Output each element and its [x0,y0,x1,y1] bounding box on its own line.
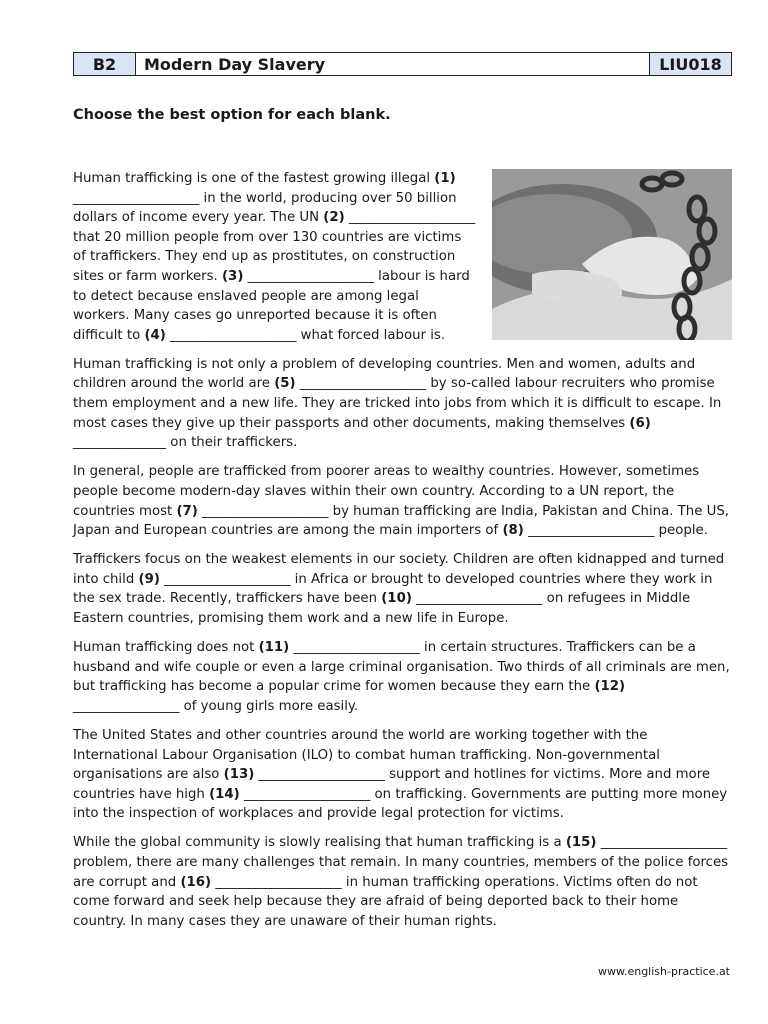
blank-number: (5) [274,376,296,392]
worksheet-title: Modern Day Slavery [144,54,326,74]
worksheet-code: LIU018 [649,53,731,75]
blank-number: (15) [565,835,597,851]
blank-number: (12) [594,679,626,695]
blank-number: (11) [258,640,290,656]
blank-number: (4) [144,327,166,343]
passage-text: ________________ of young girls more easily. [73,698,359,714]
paragraph [73,726,732,824]
paragraph [73,462,732,540]
worksheet-header [73,52,732,76]
passage-text: ___________________ what forced labour is. [165,327,446,343]
passage-text: While the global community is slowly realising that human trafficking is a [73,835,566,851]
blank-number: (8) [502,523,524,539]
level-badge: B2 [74,53,136,75]
passage-text: ______________ on their traffickers. [73,435,298,451]
passage-text: ___________________ in the world, producing over 50 billion dollars of income every year. The UN [73,190,457,226]
passage-text: Human trafficking is one of the fastest growing illegal [73,171,435,186]
passage-text: ___________________ in human trafficking operations. Victims often do not come forward and seek help because they are afraid of being deported back to their home country. In many cases they are unaware of their human rights. [73,874,698,929]
blank-number: (2) [323,210,345,226]
passage-text: ___________________ on trafficking. Governments are putting more money into the inspection of workplaces and provide legal protection for victims. [73,786,728,822]
paragraph [73,550,732,628]
exercise-body [73,169,732,941]
passage-text: ___________________ in certain structures. Traffickers can be a husband and wife couple or even a large criminal organisation. Two thirds of all criminals are men, but trafficking has become a popular crime for women because they earn the [73,640,730,695]
passage-text: In general, people are trafficked from poorer areas to wealthy countries. However, sometimes people become modern-day slaves within their own country. According to a UN report, the countries most [73,464,700,519]
passage-text: ___________________ by human trafficking are India, Pakistan and China. The US, Japan and European countries are among the main importers of [73,503,730,539]
passage-text: ___________________ problem, there are many challenges that remain. In many countries, members of the police forces are corrupt and [73,835,729,890]
blank-number: (7) [176,503,198,519]
passage-text: ___________________ in Africa or brought to developed countries where they work in the sex trade. Recently, traffickers have been [73,571,713,607]
instruction-text: Choose the best option for each blank. [73,107,391,123]
footer-url: www.english-practice.at [597,965,730,978]
passage-text: ___________________ on refugees in Middle Eastern countries, promising them work and a new life in Europe. [73,591,691,626]
passage-text: Human trafficking does not [73,640,259,656]
passage-text: Traffickers focus on the weakest elements in our society. Children are often kidnapped and turned into child [73,552,725,587]
blank-number: (14) [209,786,240,802]
blank-number: (16) [180,874,212,890]
paragraph [73,355,732,453]
blank-number: (1) [434,171,456,186]
passage-text: ___________________ labour is hard to detect because enslaved people are among legal workers. Many cases go unreported because it is often difficult to [73,268,470,343]
blank-number: (3) [221,268,244,284]
passage-text: ___________________ that 20 million people from over 130 countries are victims of traffickers. They end up as prostitutes, on construction sites or farm workers. [73,210,476,284]
passage-text: ___________________ support and hotlines for victims. More and more countries have high [73,767,711,802]
passage-text: ___________________ by so-called labour recruiters who promise them employment and a new life. They are tricked into jobs from which it is difficult to escape. In most cases they give up their passports and other documents, making themselves [73,376,722,431]
paragraph [73,833,732,931]
blank-number: (6) [629,415,651,431]
blank-number: (13) [223,767,255,783]
passage-text: The United States and other countries around the world are working together with the International Labour Organisation (ILO) to combat human trafficking. Non-governmental organisations are also [73,727,660,783]
passage-text: Human trafficking is not only a problem of developing countries. Men and women, adults and children around the world are [73,356,696,392]
blank-number: (9) [138,571,160,587]
chained-hands-photo [492,169,732,340]
passage-text: ___________________ people. [523,523,708,539]
blank-number: (10) [381,591,412,607]
paragraph [73,638,732,716]
